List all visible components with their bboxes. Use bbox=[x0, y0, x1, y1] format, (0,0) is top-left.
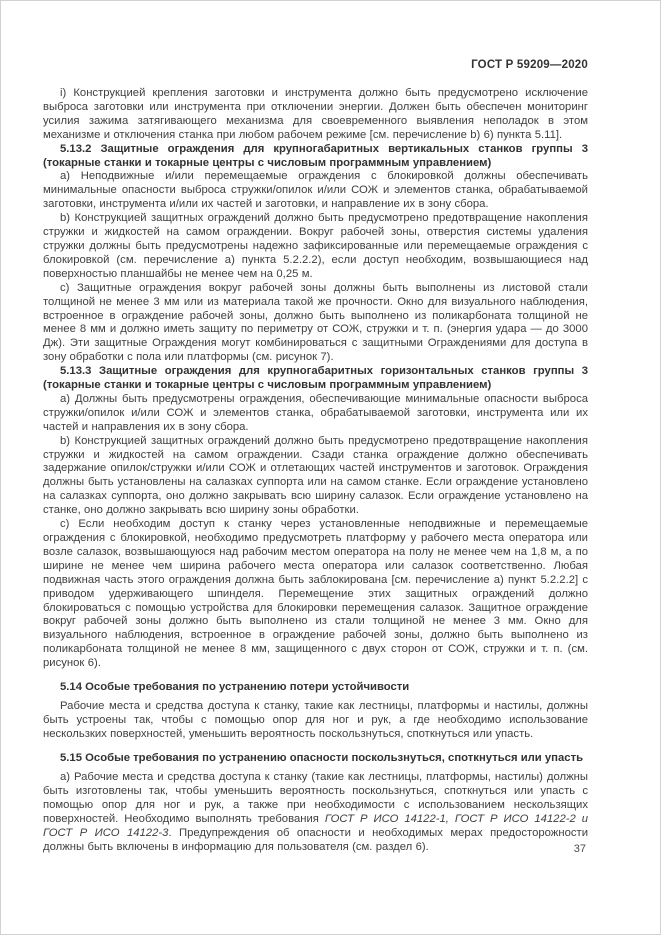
heading-5-14: 5.14 Особые требования по устранению потери устойчивости bbox=[60, 681, 410, 694]
paragraph-5-13-3-c: c) Если необходим доступ к станку через установленные неподвижные и перемещаемые ограждения с блокировкой, необходимо предусмотреть платформу у рабочего места оператора или возле салазок, возвышающуюся над рабочим местом оператора на полу не менее чем на 1,8 м, а по ширине не менее чем ширина рабочего места оператора или салазок соответственно. Любая подвижная часть этого ограждения должна быть заблокирована [см. перечисление a) пункт 5.2.2.2] с приводом удерживающего шпинделя. Перемещение этих защитных ограждений должно блокироваться с помощью устройства для блокировки перемещения салазок. Защитное ограждение вокруг рабочей зоны должно быть выполнено из стали толщиной не менее 3 мм. Окно для визуального наблюдения, встроенное в ограждение рабочей зоны, должно быть выполнено из поликарбоната толщиной не менее 8 мм, защищенного с двух сторон от СОЖ, стружки и т. п. (см. рисунок 6). bbox=[43, 518, 588, 670]
paragraph-item-i: i) Конструкцией крепления заготовки и инструмента должно быть предусмотрено исключение выброса заготовки или инструмента при отключении энергии. Должен быть обеспечен мониторинг усилия зажима затягивающего механизма для своевременного выявления неполадок в этом механизме и отключения станка при любом рабочем режиме [см. перечисление b) 6) пункта 5.11]. bbox=[43, 87, 588, 141]
paragraph-5-13-2-b: b) Конструкцией защитных ограждений должно быть предусмотрено предотвращение накопления стружки и жидкостей на самом ограждении. Вокруг рабочей зоны, отверстия системы удаления стружки должны быть предусмотрены надежно зафиксированные или перемещаемые ограждения с блокировкой (см. перечисление a) пункта 5.2.2.2), если доступ необходим, возвышающиеся над поверхностью планшайбы не менее чем на 0,25 м. bbox=[43, 212, 588, 280]
paragraph-5-13-3-a: a) Должны быть предусмотрены ограждения, обеспечивающие минимальные опасности выброса стружки/опилок и/или СОЖ и элементов станка, обрабатываемой заготовки, инструмента или их частей и направления их в зону сбора. bbox=[43, 392, 588, 433]
paragraph-5-13-2-c: c) Защитные ограждения вокруг рабочей зоны должны быть выполнены из листовой стали толщиной не менее 3 мм или из материала такой же прочности. Окно для визуального наблюдения, встроенное в ограждение рабочей зоны, должно быть выполнено из поликарбоната толщиной не менее 8 мм и должно иметь защиту по периметру от СОЖ, стружки и т. п. (энергия удара — до 3000 Дж). Эти защитные Ограждения могут комбинироваться с защитными Ограждениями для доступа в зону обработки с пола или платформы (см. рисунок 7). bbox=[43, 281, 588, 364]
paragraph-5-14: Рабочие места и средства доступа к станку, такие как лестницы, платформы и настилы, должны быть устроены так, чтобы с помощью опор для ног и рук, а где необходимо использование нескользких поверхностей, уменьшить вероятность поскользнуться, споткнуться или упасть. bbox=[43, 700, 588, 741]
paragraph-5-15-a: a) Рабочие места и средства доступа к станку (такие как лестницы, платформы, настилы) должны быть изготовлены так, чтобы уменьшить вероятность поскользнуться, споткнуться или упасть с помощью опор для ног и рук, а также при необходимости с использованием нескользящих поверхностей. Необходимо выполнять требования ГОСТ Р ИСО 14122-1, ГОСТ Р ИСО 14122-2 и ГОСТ Р ИСО 14122-3. Предупреждения об опасности и необходимых мерах предосторожности должны быть включены в информацию для пользователя (см. раздел 6). bbox=[43, 771, 589, 853]
page-number: 37 bbox=[573, 843, 586, 855]
doc-code-label: ГОСТ Р 59209—2020 bbox=[471, 59, 588, 71]
heading-5-15: 5.15 Особые требования по устранению опасности поскользнуться, споткнуться или упасть bbox=[60, 751, 584, 764]
heading-5-13-3: 5.13.3 Защитные ограждения для крупногабаритных горизонтальных станков группы 3 (токарные станки и токарные центры с числовым программным управлением) bbox=[43, 365, 588, 392]
paragraph-5-13-2-a: a) Неподвижные и/или перемещаемые ограждения с блокировкой должны обеспечивать минимальные опасности выброса стружки/опилок и/или СОЖ и элементов станка, обрабатываемой заготовки, инструмента и/или их частей и заготовки, и направление их в зону сбора. bbox=[43, 170, 588, 211]
heading-5-13-2: 5.13.2 Защитные ограждения для крупногабаритных вертикальных станков группы 3 (токарные станки и токарные центры с числовым программным управлением) bbox=[43, 142, 588, 169]
paragraph-5-13-3-b: b) Конструкцией защитных ограждений должно быть предусмотрено предотвращение накопления стружки и жидкостей на самом ограждении. Сзади станка ограждение должно обеспечивать задержание опилок/стружки и/или СОЖ и отлетающих частей инструментов и заготовок. Ограждения должны быть установлены на салазках суппорта или на самом станке. Если ограждение установлено на салазках суппорта, оно должно закрывать всю ширину салазок. Если ограждение установлено на станке, оно должно закрывать всю ширину зоны обработки. bbox=[43, 434, 588, 517]
page-footer bbox=[43, 843, 586, 855]
document-body bbox=[43, 87, 588, 855]
page-header bbox=[43, 59, 588, 71]
